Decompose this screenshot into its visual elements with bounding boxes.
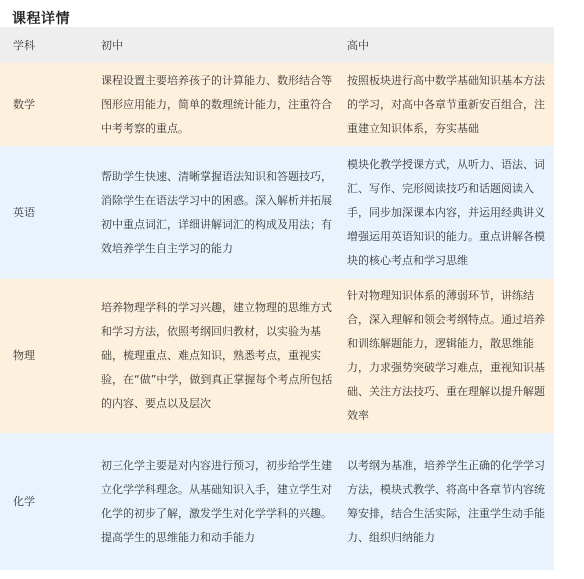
header-middle-school: 初中: [101, 39, 123, 52]
middle-school-cell: 课程设置主要培养孩子的计算能力、数形结合等图形应用能力，简单的数理统计能力，注重符合中考考察的重点。: [101, 73, 332, 135]
course-table: [0, 27, 554, 570]
high-school-cell: 按照板块进行高中数学基础知识基本方法的学习，对高中各章节重新安百组合，注重建立知识体系，夯实基础: [347, 73, 545, 135]
subject-cell: 英语: [13, 205, 35, 219]
table-row-math: [0, 63, 554, 146]
subject-cell: 数学: [13, 97, 35, 111]
table-row-chemistry: [0, 433, 554, 570]
header-subject: 学科: [13, 39, 35, 52]
middle-school-cell: 帮助学生快速、清晰掌握语法知识和答题技巧，消除学生在语法学习中的困惑。深入解析并拓展初中重点词汇，详细讲解词汇的构成及用法；有效培养学生自主学习的能力: [101, 169, 332, 255]
high-school-cell: 模块化教学授课方式，从听力、语法、词汇、写作、完形阅读技巧和话题阅读入手，同步加深课本内容，并运用经典讲义增强运用英语知识的能力。重点讲解各模块的核心考点和学习思维: [347, 157, 545, 267]
middle-school-cell: 培养物理学科的学习兴趣，建立物理的思维方式和学习方法，依照考纲回归教材，以实验为基础，梳理重点、难点知识，熟悉考点，重视实验，在“做”中学，做到真正掌握每个考点所包括的内容、要点以及层次: [101, 301, 333, 410]
high-school-cell: 针对物理知识体系的薄弱环节，讲练结合，深入理解和领会考纲特点。通过培养和训练解题能力，逻辑能力，散思维能力，力求强势突破学习难点，重视知识基础、关注方法技巧、重在理解以提升解题效率: [347, 289, 545, 422]
header-high-school: 高中: [347, 39, 369, 52]
middle-school-cell: 初三化学主要是对内容进行预习，初步给学生建立化学学科理念。从基础知识入手，建立学生对化学的初步了解，激发学生对化学学科的兴趣。提高学生的思维能力和动手能力: [101, 458, 332, 544]
section-title: 课程详情: [12, 11, 70, 27]
high-school-cell: 以考纲为基准，培养学生正确的化学学习方法，模块式教学、将高中各章节内容统筹安排，结合生活实际，注重学生动手能力、组织归纳能力: [347, 458, 545, 544]
table-row-physics: [0, 279, 554, 433]
table-row-english: [0, 146, 554, 279]
subject-cell: 化学: [13, 494, 35, 508]
subject-cell: 物理: [13, 349, 35, 362]
table-header-row: [0, 27, 554, 63]
